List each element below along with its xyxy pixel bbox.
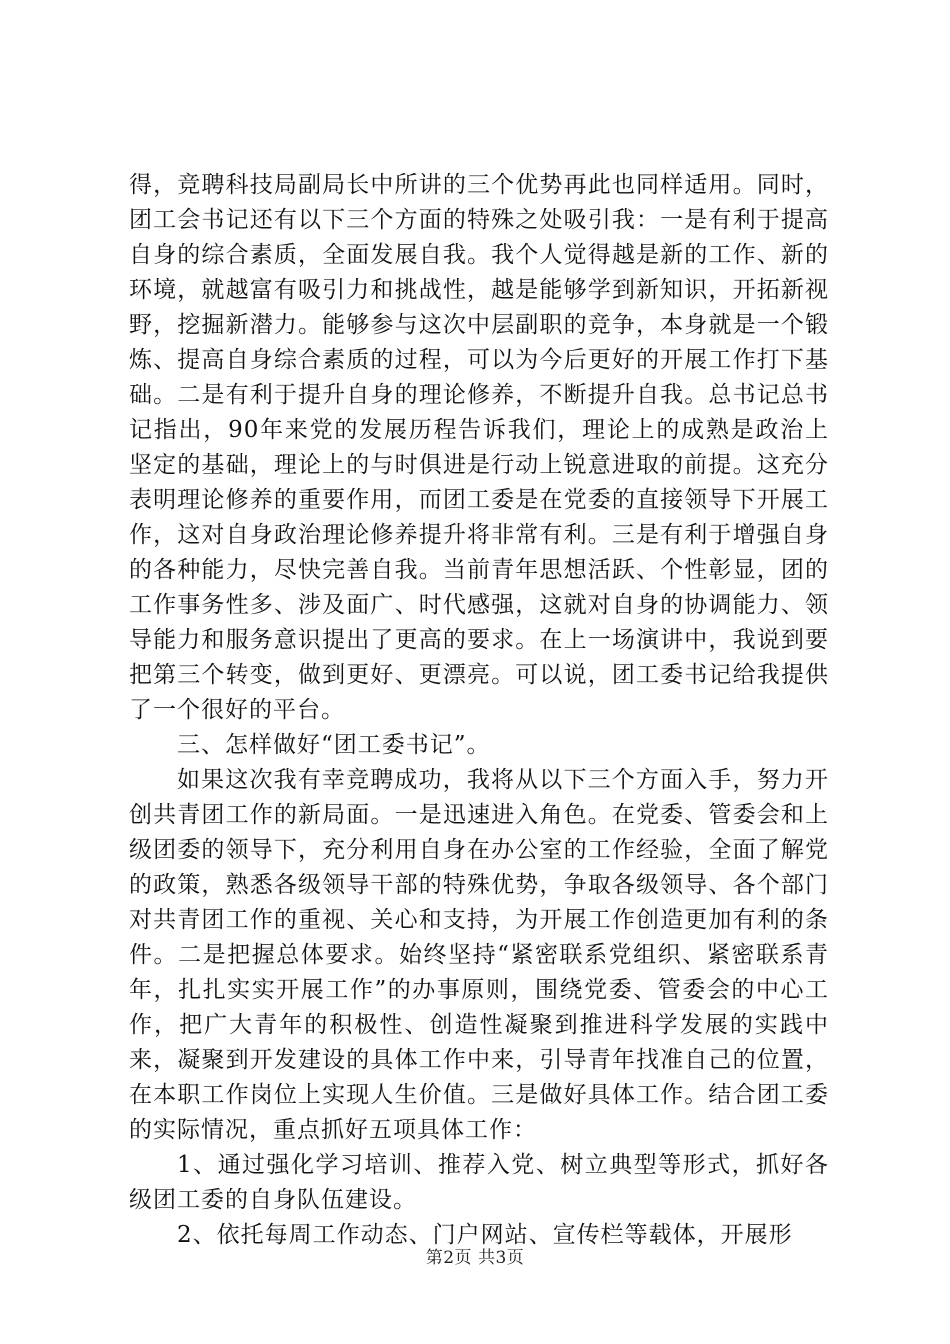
list-item-1: 1、通过强化学习培训、推荐入党、树立典型等形式，抓好各级团工委的自身队伍建设。: [129, 1152, 829, 1213]
page-footer: 第2页 共3页: [425, 1248, 525, 1268]
paragraph-2: 如果这次我有幸竞聘成功，我将从以下三个方面入手，努力开创共青团工作的新局面。一是迅速进入角色。在党委、管委会和上级团委的领导下，充分利用自身在办公室的工作经验，全面了解党的政策，熟悉各级领导干部的特殊优势，争取各级领导、各个部门对共青团工作的重视、关心和支持，为开展工作创造更加有利的条件。二是把握总体要求。始终坚持“紧密联系党组织、紧密联系青年，扎扎实实开展工作”的办事原则，围绕党委、管委会的中心工作，把广大青年的积极性、创造性凝聚到推进科学发展的实践中来，凝聚到开发建设的具体工作中来，引导青年找准自己的位置，在本职工作岗位上实现人生价值。三是做好具体工作。结合团工委的实际情况，重点抓好五项具体工作：: [129, 767, 829, 1143]
section-heading-3: 三、怎样做好“团工委书记”。: [177, 732, 491, 758]
list-item-2: 2、依托每周工作动态、门户网站、宣传栏等载体，开展形: [177, 1222, 793, 1248]
document-body: [129, 168, 829, 1253]
paragraph-1: 得，竞聘科技局副局长中所讲的三个优势再此也同样适用。同时，团工会书记还有以下三个方面的特殊之处吸引我：一是有利于提高自身的综合素质，全面发展自我。我个人觉得越是新的工作、新的环境，就越富有吸引力和挑战性，越是能够学到新知识，开拓新视野，挖掘新潜力。能够参与这次中层副职的竞争，本身就是一个锻炼、提高自身综合素质的过程，可以为今后更好的开展工作打下基础。二是有利于提升自身的理论修养，不断提升自我。总书记总书记指出，90年来党的发展历程告诉我们，理论上的成熟是政治上坚定的基础，理论上的与时俱进是行动上锐意进取的前提。这充分表明理论修养的重要作用，而团工委是在党委的直接领导下开展工作，这对自身政治理论修养提升将非常有利。三是有利于增强自身的各种能力，尽快完善自我。当前青年思想活跃、个性彰显，团的工作事务性多、涉及面广、时代感强，这就对自身的协调能力、领导能力和服务意识提出了更高的要求。在上一场演讲中，我说到要把第三个转变，做到更好、更漂亮。可以说，团工委书记给我提供了一个很好的平台。: [129, 172, 829, 723]
